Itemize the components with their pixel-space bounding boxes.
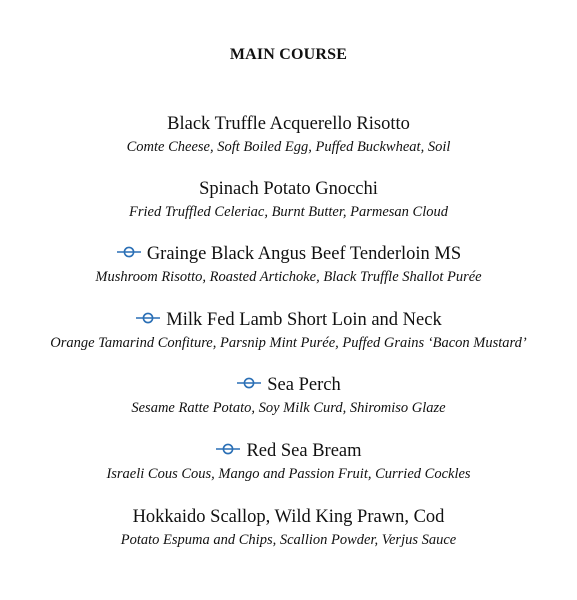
menu-item (0, 178, 577, 221)
dish-name: Sea Perch (0, 374, 577, 396)
circle-with-line-icon (236, 377, 262, 389)
dish-description: Potato Espuma and Chips, Scallion Powder, Verjus Sauce (120, 532, 457, 548)
dish-name: Red Sea Bream (0, 440, 577, 462)
dish-description: Mushroom Risotto, Roasted Artichoke, Black Truffle Shallot Purée (95, 269, 482, 285)
dish-name: Grainge Black Angus Beef Tenderloin MS (0, 243, 577, 265)
menu-item (0, 309, 577, 352)
menu-item (0, 440, 577, 483)
circle-with-line-icon (135, 312, 161, 324)
menu-item (0, 506, 577, 549)
dish-name: Black Truffle Acquerello Risotto (167, 114, 410, 134)
menu-item (0, 374, 577, 417)
dish-description: Sesame Ratte Potato, Soy Milk Curd, Shiromiso Glaze (131, 400, 446, 416)
dish-name: Spinach Potato Gnocchi (199, 179, 378, 199)
menu-item (0, 243, 577, 286)
circle-with-line-icon (116, 246, 142, 258)
menu-title: MAIN COURSE (229, 46, 348, 63)
menu-item (0, 113, 577, 156)
dish-description: Comte Cheese, Soft Boiled Egg, Puffed Buckwheat, Soil (126, 139, 451, 155)
circle-with-line-icon (215, 443, 241, 455)
dish-description: Fried Truffled Celeriac, Burnt Butter, Parmesan Cloud (129, 204, 448, 220)
dish-description: Israeli Cous Cous, Mango and Passion Fruit, Curried Cockles (106, 466, 471, 482)
dish-name: Milk Fed Lamb Short Loin and Neck (0, 309, 577, 331)
dish-description: Orange Tamarind Confiture, Parsnip Mint Purée, Puffed Grains ‘Bacon Mustard’ (50, 335, 527, 351)
dish-name: Hokkaido Scallop, Wild King Prawn, Cod (132, 507, 445, 527)
